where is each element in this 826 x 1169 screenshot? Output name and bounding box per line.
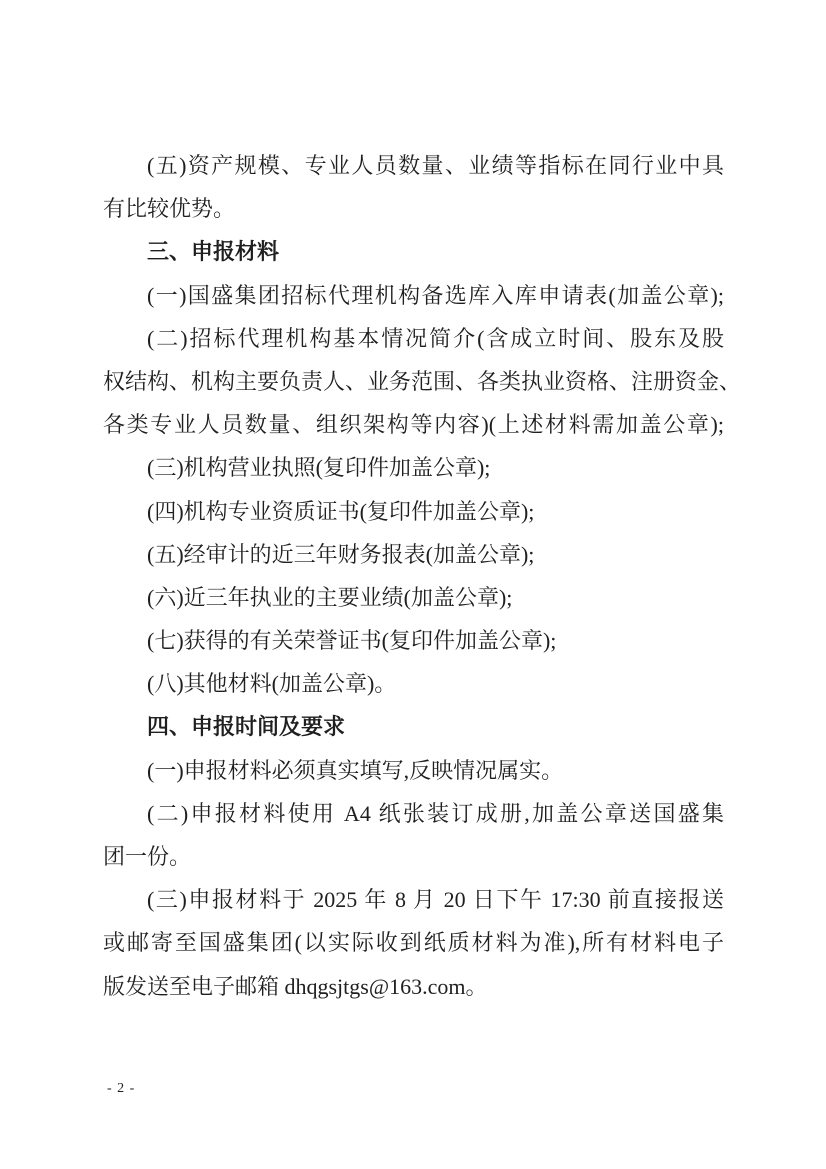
page-number-footer: - 2 -	[107, 1081, 136, 1096]
text-line: 版发送至电子邮箱 dhqgsjtgs@163.com。	[103, 973, 488, 999]
text-line: 或邮寄至国盛集团(以实际收到纸质材料为准),所有材料电子	[103, 930, 724, 956]
text-line: (二)招标代理机构基本情况简介(含成立时间、股东及股	[147, 325, 724, 351]
text-line: (五)资产规模、专业人员数量、业绩等指标在同行业中具	[147, 153, 724, 178]
text-line: (三)机构营业执照(复印件加盖公章);	[147, 455, 491, 481]
text-line: (一)国盛集团招标代理机构备选库入库申请表(加盖公章);	[147, 282, 724, 308]
section-heading: 四、申报时间及要求	[147, 714, 346, 740]
text-line: 团一份。	[103, 844, 192, 869]
section-heading: 三、申报材料	[147, 239, 280, 265]
text-line: (五)经审计的近三年财务报表(加盖公章);	[147, 541, 535, 567]
text-line: (七)获得的有关荣誉证书(复印件加盖公章);	[147, 628, 557, 654]
text-line: 有比较优势。	[103, 196, 236, 222]
document-lines	[103, 144, 742, 1008]
text-line: (六)近三年执业的主要业绩(加盖公章);	[147, 584, 513, 610]
text-line: (四)机构专业资质证书(复印件加盖公章);	[147, 498, 535, 524]
text-line: (二)申报材料使用 A4 纸张装订成册,加盖公章送国盛集	[147, 800, 724, 826]
text-line: (八)其他材料(加盖公章)。	[147, 671, 397, 697]
text-line: (三)申报材料于 2025 年 8 月 20 日下午 17:30 前直接报送	[147, 887, 724, 913]
text-line: (一)申报材料必须真实填写,反映情况属实。	[147, 757, 564, 783]
text-line: 各类专业人员数量、组织架构等内容)(上述材料需加盖公章);	[103, 412, 724, 438]
text-line: 权结构、机构主要负责人、业务范围、各类执业资格、注册资金、	[103, 368, 742, 394]
